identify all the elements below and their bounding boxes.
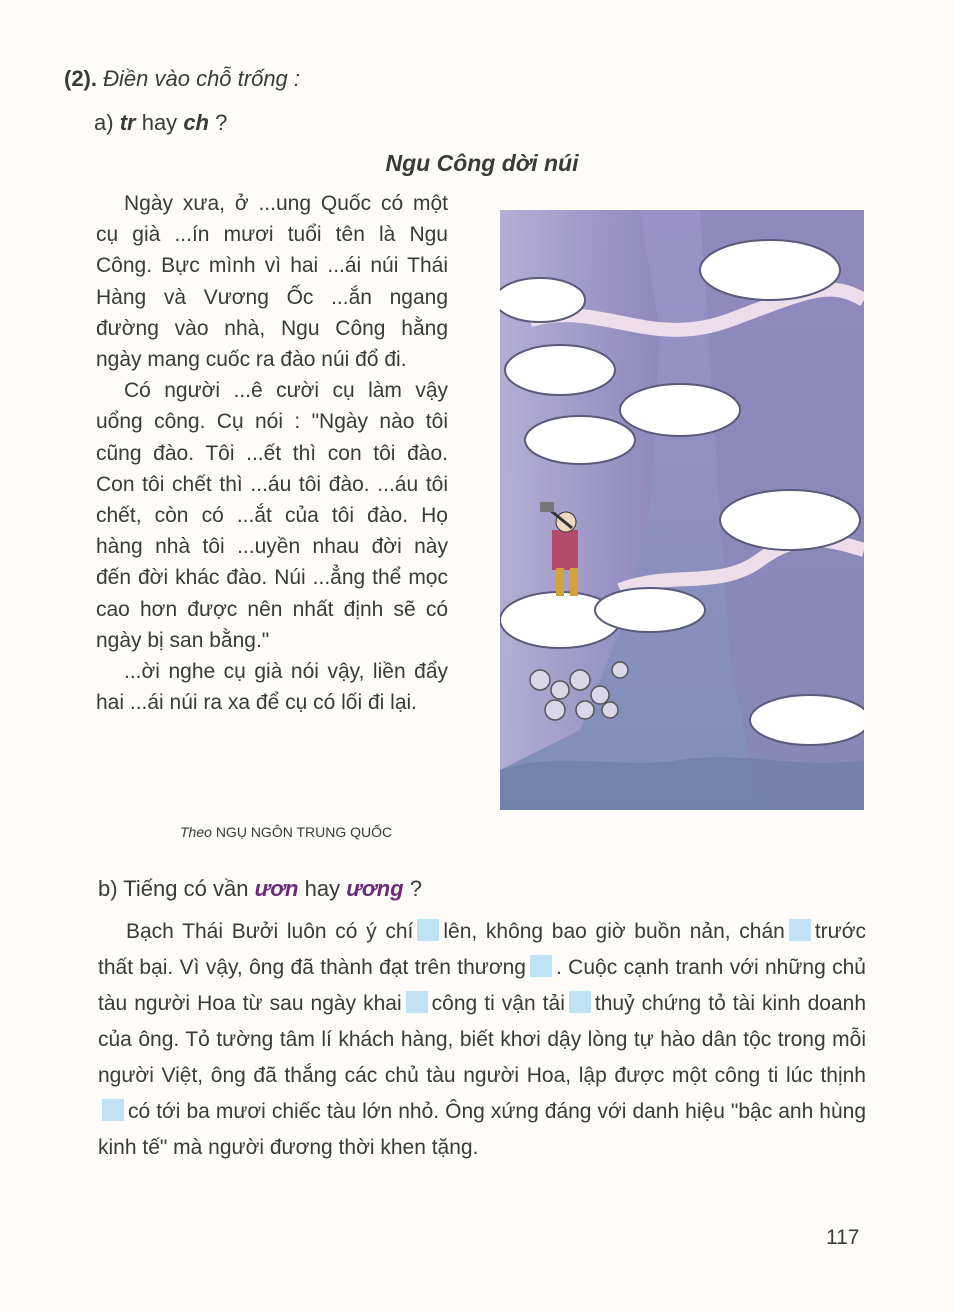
story-paragraph-1: Ngày xưa, ở ...ung Quốc có một cụ già ...ín mươi tuổi tên là Ngu Công. Bực mình vì hai ...ái núi Thái Hàng và Vương Ốc ...ắn ngang đường vào nhà, Ngu Công hằng ngày mang cuốc ra đào núi đổ đi.: [96, 192, 448, 372]
fill-blank-5[interactable]: [569, 991, 591, 1013]
source-name: NGỤ NGÔN TRUNG QUỐC: [215, 824, 393, 840]
fill-blank-2[interactable]: [789, 919, 811, 941]
part-a-heading: [94, 110, 227, 136]
part-b-segment-4: . Cuộc cạnh tranh với những chủ tàu người Hoa từ sau ngày khai: [98, 956, 866, 1015]
part-a-label: a): [94, 110, 114, 135]
part-b-paragraph: [98, 914, 866, 1166]
part-a-option-2: ch: [183, 110, 209, 135]
part-b-segment-6: thuỷ chứng tỏ tài kinh doanh của ông. Tỏ tường tâm lí khách hàng, biết khơi dậy lòng tự hào dân tộc trong mỗi người Việt, ông đã thắng các chủ tàu người Hoa, lập được một công ti lúc thịnh: [98, 992, 866, 1087]
story-paragraph-2: Có người ...ê cười cụ làm vậy uổng công. Cụ nói : "Ngày nào tôi cũng đào. Tôi ...ết thì con tôi đào. Con tôi chết thì ...áu tôi đào. ...áu tôi chết, còn có ...ắt của tôi đào. Họ hàng nhà tôi ...uyền nhau đời này đến đời khác đào. Núi ...ẳng thể mọc cao hơn được nên nhất định sẽ có ngày bị san bằng.": [96, 379, 448, 652]
exercise-heading: [64, 66, 300, 92]
part-b-segment-7: có tới ba mươi chiếc tàu lớn nhỏ. Ông xứng đáng với danh hiệu "bậc anh hùng kinh tế" mà người đương thời khen tặng.: [98, 1100, 866, 1159]
part-b-segment-5: công ti vận tải: [431, 992, 565, 1015]
story-text: [96, 188, 448, 718]
part-b-text: [98, 914, 866, 1166]
page-number: 117: [826, 1226, 860, 1249]
fill-blank-4[interactable]: [406, 991, 428, 1013]
story-source: [180, 824, 392, 840]
fill-blank-6[interactable]: [102, 1099, 124, 1121]
part-a-connector: hay: [141, 110, 178, 135]
fill-blank-1[interactable]: [417, 919, 439, 941]
part-b-option-1: ươn: [254, 876, 299, 901]
exercise-instruction: Điền vào chỗ trống :: [103, 66, 301, 91]
part-b-segment-3: trước thất bại. Vì vậy, ông đã thành đạt trên thương: [98, 920, 866, 979]
part-b-option-2: ương: [346, 876, 404, 901]
part-b-label: b) Tiếng có vần: [98, 876, 249, 901]
part-b-connector: hay: [304, 876, 341, 901]
part-a-option-1: tr: [119, 110, 136, 135]
part-b-segment-2: lên, không bao giờ buồn nản, chán: [443, 920, 785, 943]
story-title: Ngu Công dời núi: [385, 150, 579, 176]
part-a-question: ?: [215, 110, 228, 135]
story-paragraph-3: ...ời nghe cụ già nói vậy, liền đẩy hai ...ái núi ra xa để cụ có lối đi lại.: [96, 660, 448, 715]
part-b-question: ?: [409, 876, 422, 901]
source-prefix: Theo: [180, 824, 212, 840]
fill-blank-3[interactable]: [530, 955, 552, 977]
exercise-number: (2).: [64, 66, 97, 91]
part-b-heading: [98, 876, 422, 902]
mountain-illustration: [500, 210, 864, 810]
part-b-segment-1: Bạch Thái Bưởi luôn có ý chí: [126, 920, 414, 943]
